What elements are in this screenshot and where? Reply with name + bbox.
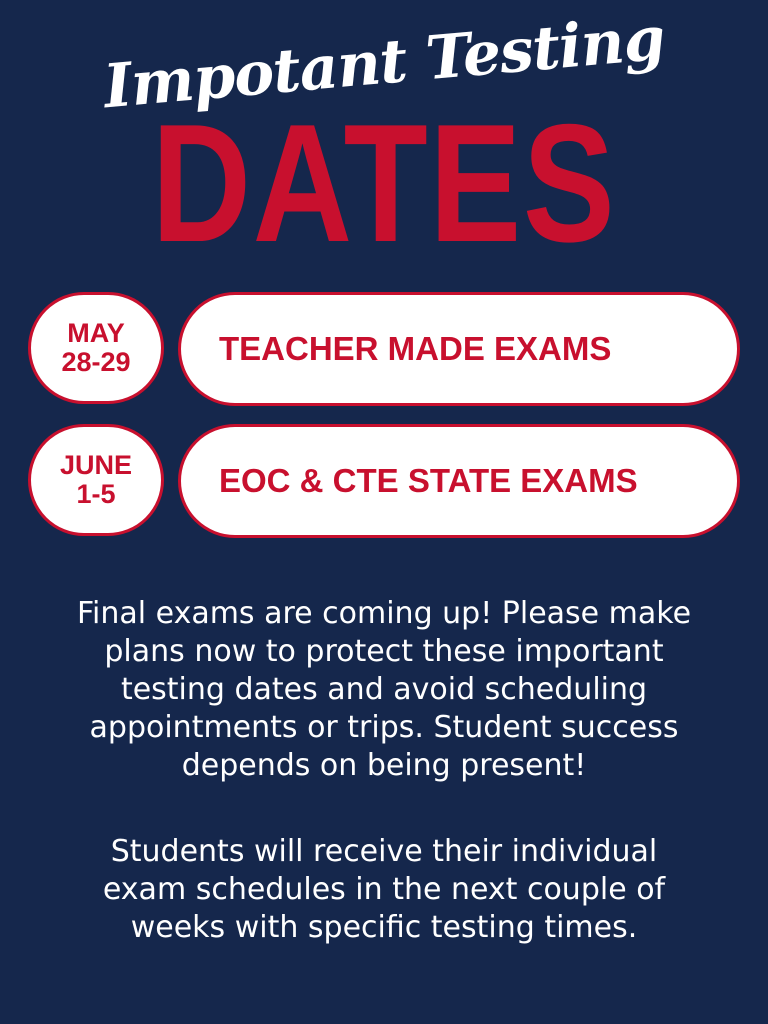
page-title: DATES — [151, 89, 617, 277]
date-days: 28-29 — [61, 347, 131, 377]
date-badge-may — [28, 292, 164, 404]
date-month: MAY — [67, 318, 125, 348]
notice-line: depends on being present! — [181, 748, 587, 783]
schedule-line: weeks with specific testing times. — [130, 910, 638, 945]
exam-name: TEACHER MADE EXAMS — [219, 330, 612, 367]
notice-line: appointments or trips. Student success — [89, 710, 679, 745]
notice-line: testing dates and avoid scheduling — [120, 672, 648, 707]
date-month: JUNE — [59, 450, 133, 480]
notice-paragraph — [20, 595, 748, 785]
date-badge-june — [28, 424, 164, 536]
script-title: Impotant Testing — [100, 3, 668, 123]
schedule-paragraph — [20, 833, 748, 947]
notice-line: Final exams are coming up! Please make — [76, 596, 692, 631]
exam-label-eoc-cte — [178, 424, 740, 538]
exam-name: EOC & CTE STATE EXAMS — [219, 462, 638, 499]
date-days: 1-5 — [76, 479, 116, 509]
schedule-line: exam schedules in the next couple of — [102, 872, 666, 907]
notice-line: plans now to protect these important — [104, 634, 664, 669]
schedule-line: Students will receive their individual — [110, 834, 658, 869]
exam-label-teacher-made — [178, 292, 740, 406]
